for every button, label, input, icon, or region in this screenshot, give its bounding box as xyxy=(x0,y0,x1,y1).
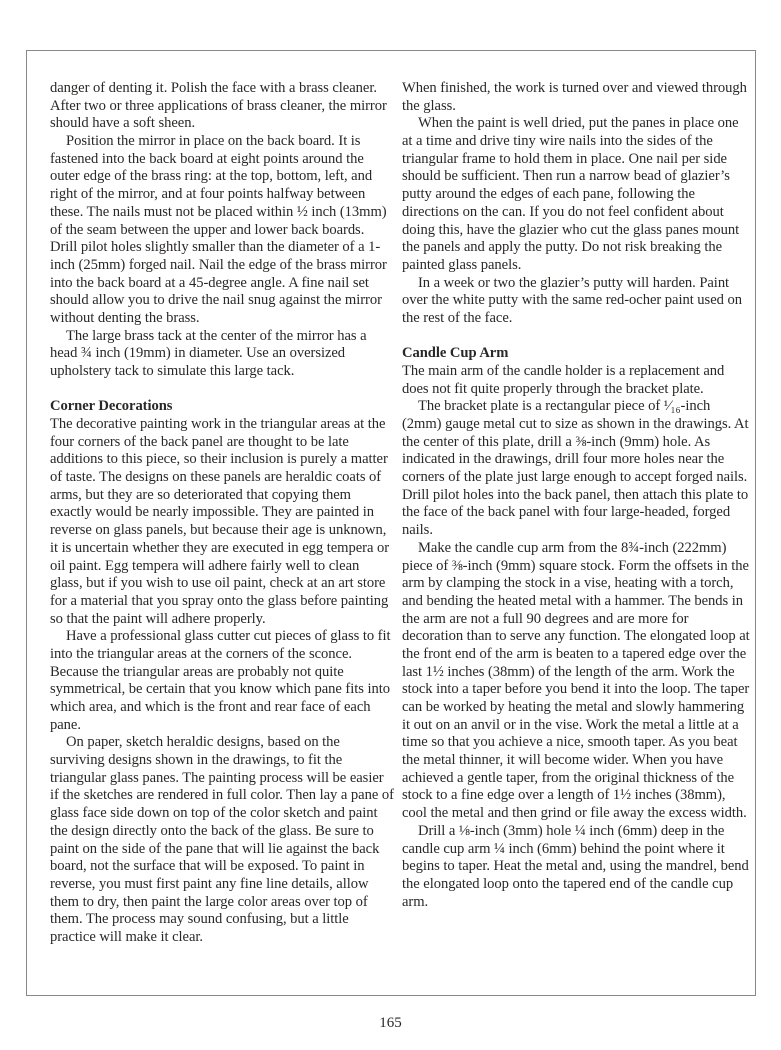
section-heading-candle-cup-arm: Candle Cup Arm xyxy=(402,345,509,362)
paragraph: The bracket plate is a rectangular piece of ¹⁄₁₆-inch (2mm) gauge metal cut to size as shown in the drawings. At the center of this plate, drill a ⅜-inch (9mm) hole. As indicated in the drawings, drill four more holes near the corners of the plate just large enough to accept forged nails. Drill pilot holes into the back panel, then attach this plate to the face of the back panel with four large-headed, forged nails. xyxy=(402,398,749,539)
paragraph: danger of denting it. Polish the face with a brass cleaner. After two or three applications of brass cleaner, the mirror should have a soft sheen. xyxy=(50,80,387,132)
paragraph: Position the mirror in place on the back board. It is fastened into the back board at eight points around the outer edge of the brass ring: at the top, bottom, left, and right of the mirror, and at four points halfway between these. The nails must not be placed within ½ inch (13mm) of the seam between the upper and lower back boards. Drill pilot holes slightly smaller than the diameter of a 1-inch (25mm) forged nail. Nail the edge of the brass mirror into the back board at a 45-degree angle. A fine nail set should allow you to drive the nail snug against the mirror without denting the brass. xyxy=(50,133,387,326)
paragraph: The decorative painting work in the triangular areas at the four corners of the back panel are thought to be late additions to this piece, so their inclusion is purely a matter of taste. The designs on these panels are heraldic coats of arms, but they are so deteriorated that copying them exactly would be nearly impossible. They are painted in reverse on glass panels, but because their age is unknown, it is uncertain whether they are executed in egg tempera or oil paint. Egg tempera will adhere fairly well to clean glass, but if you wish to use oil paint, check at an art store for a material that you spray onto the glass before painting so that the paint will adhere properly. xyxy=(50,416,390,627)
paragraph: When finished, the work is turned over and viewed through the glass. xyxy=(402,80,747,114)
paragraph: Drill a ⅛-inch (3mm) hole ¼ inch (6mm) deep in the candle cup arm ¼ inch (6mm) behind the point where it begins to taper. Heat the metal and, using the mandrel, bend the elongated loop onto the tapered end of the candle cup arm. xyxy=(402,822,749,910)
paragraph: Have a professional glass cutter cut pieces of glass to fit into the triangular areas at the corners of the sconce. Because the triangular areas are probably not quite symmetrical, be certain that you know which pane fits into which area, and which is the front and rear face of each pane. xyxy=(50,628,391,733)
page-number: 165 xyxy=(379,1015,402,1031)
paragraph: Make the candle cup arm from the 8¾-inch (222mm) piece of ⅜-inch (9mm) square stock. Form the offsets in the arm by clamping the stock in a vise, heating with a torch, and bending the heated metal with a hammer. The bends in the arm are not a full 90 degrees and are more for decoration than to serve any function. The elongated loop at the front end of the arm is beaten to a tapered edge over the last 1½ inches (38mm) of the length of the arm. Work the stock into a taper before you bend it into the loop. The taper can be worked by heating the metal and slowly hammering it out on an anvil or in the vise. Work the metal a little at a time so that you achieve a nice, smooth taper. As you beat the metal thinner, it will become wider. When you have achieved a gentle taper, from the original thickness of the stock to a fine edge over a length of 1½ inches (38mm), cool the metal and then grind or file away the excess width. xyxy=(402,539,750,822)
paragraph: The large brass tack at the center of the mirror has a head ¾ inch (19mm) in diameter. Use an oversized upholstery tack to simulate this large tack. xyxy=(50,327,367,379)
section-heading-corner-decorations: Corner Decorations xyxy=(50,398,173,415)
left-column xyxy=(50,80,395,947)
paragraph: On paper, sketch heraldic designs, based on the surviving designs shown in the drawings, to fit the triangular glass panes. The painting process will be easier if the sketches are rendered in full color. Then lay a pane of glass face side down on top of the color sketch and paint the design directly onto the back of the glass. Be sure to paint on the side of the pane that will lie against the back board, not the surface that will be exposed. To paint in reverse, you must first paint any fine line details, allow them to dry, then paint the large color areas over top of them. The process may sound confusing, but a little practice will make it clear. xyxy=(50,734,394,945)
paragraph: In a week or two the glazier’s putty will harden. Paint over the white putty with the same red-ocher paint used on the rest of the face. xyxy=(402,274,742,326)
right-column xyxy=(402,80,752,911)
paragraph: When the paint is well dried, put the panes in place one at a time and drive tiny wire nails into the sides of the triangular frame to hold them in place. One nail per side should be sufficient. Then run a narrow bead of glazier’s putty around the edges of each pane, following the directions on the can. If you do not feel confident about doing this, have the glazier who cut the glass panes mount the panels and apply the putty. Do not risk breaking the painted glass panels. xyxy=(402,115,740,273)
paragraph: The main arm of the candle holder is a replacement and does not fit quite properly through the bracket plate. xyxy=(402,362,725,397)
